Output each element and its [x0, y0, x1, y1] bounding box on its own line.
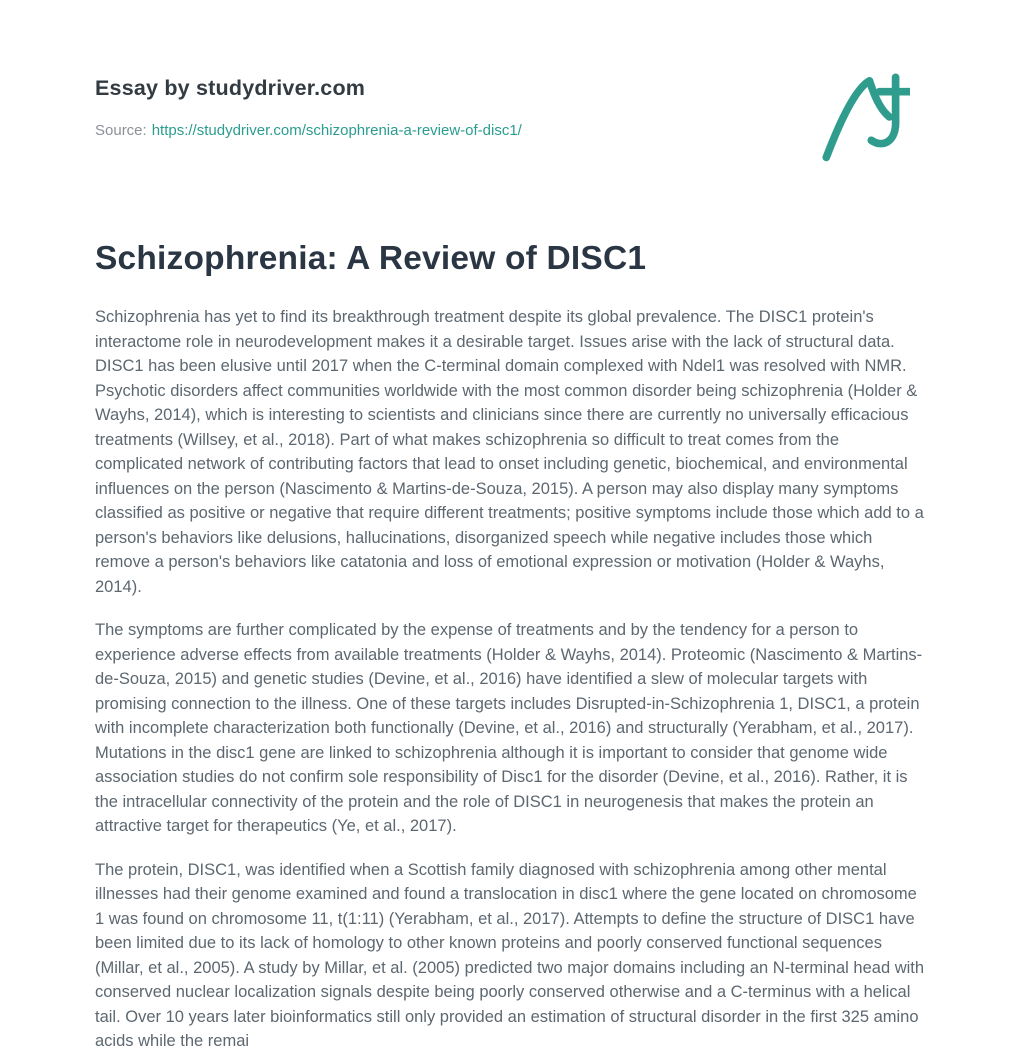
article-paragraph-3: The protein, DISC1, was identified when a Scottish family diagnosed with schizophrenia among other mental illnesses had their genome examined and found a translocation in disc1 where the gene located on chromosome 1 was found on chromosome 11, t(1:11) (Yerabham, et al., 2017). Attempts to define the structure of DISC1 have been limited due to its lack of homology to other known proteins and poorly conserved functional sequences (Millar, et al., 2005). A study by Millar, et al. (2005) predicted two major domains including an N-terminal head with conserved nuclear localization signals despite being poorly conserved otherwise and a C-terminus with a helical tail. Over 10 years later bioinformatics still only provided an estimation of structural disorder in the first 325 amino acids while the remai	[95, 860, 925, 1050]
source-url-link[interactable]: https://studydriver.com/schizophrenia-a-review-of-disc1/	[151, 122, 522, 139]
page-title: Schizophrenia: A Review of DISC1	[95, 240, 647, 277]
article-paragraph-2: The symptoms are further complicated by the expense of treatments and by the tendency for a person to experience adverse effects from available treatments (Holder & Wayhs, 2014). Proteomic (Nascimento & Martins-de-Souza, 2015) and genetic studies (Devine, et al., 2016) have identified a slew of molecular targets with promising connection to the illness. One of these targets includes Disrupted-in-Schizophrenia 1, DISC1, a protein with incomplete characterization both functionally (Devine, et al., 2016) and structurally (Yerabham, et al., 2017). Mutations in the disc1 gene are linked to schizophrenia although it is important to consider that genome wide association studies do not confirm sole responsibility of Disc1 for the disorder (Devine, et al., 2016). Rather, it is the intracellular connectivity of the protein and the role of DISC1 in neurogenesis that makes the protein an attractive target for therapeutics (Ye, et al., 2017).	[95, 621, 923, 835]
article-body	[95, 305, 928, 1054]
article-paragraph-1: Schizophrenia has yet to find its breakthrough treatment despite its global prevalence. The DISC1 protein's interactome role in neurodevelopment makes it a desirable target. Issues arise with the lack of structural data. DISC1 has been elusive until 2017 when the C-terminal domain complexed with Ndel1 was resolved with NMR. Psychotic disorders affect communities worldwide with the most common disorder being schizophrenia (Holder & Wayhs, 2014), which is interesting to scientists and clinicians since there are currently no universally efficacious treatments (Willsey, et al., 2018). Part of what makes schizophrenia so difficult to treat comes from the complicated network of contributing factors that lead to onset including genetic, biochemical, and environmental influences on the person (Nascimento & Martins-de-Souza, 2015). A person may also display many symptoms classified as positive or negative that require different treatments; positive symptoms include those which add to a person's behaviors like delusions, hallucinations, disorganized speech while negative includes those which remove a person's behaviors like catatonia and loss of emotional expression or motivation (Holder & Wayhs, 2014).	[95, 308, 924, 596]
source-label: Source:	[95, 122, 147, 139]
studydriver-logo-icon	[820, 68, 910, 164]
byline: Essay by studydriver.com	[95, 76, 366, 100]
source-line	[95, 122, 928, 139]
